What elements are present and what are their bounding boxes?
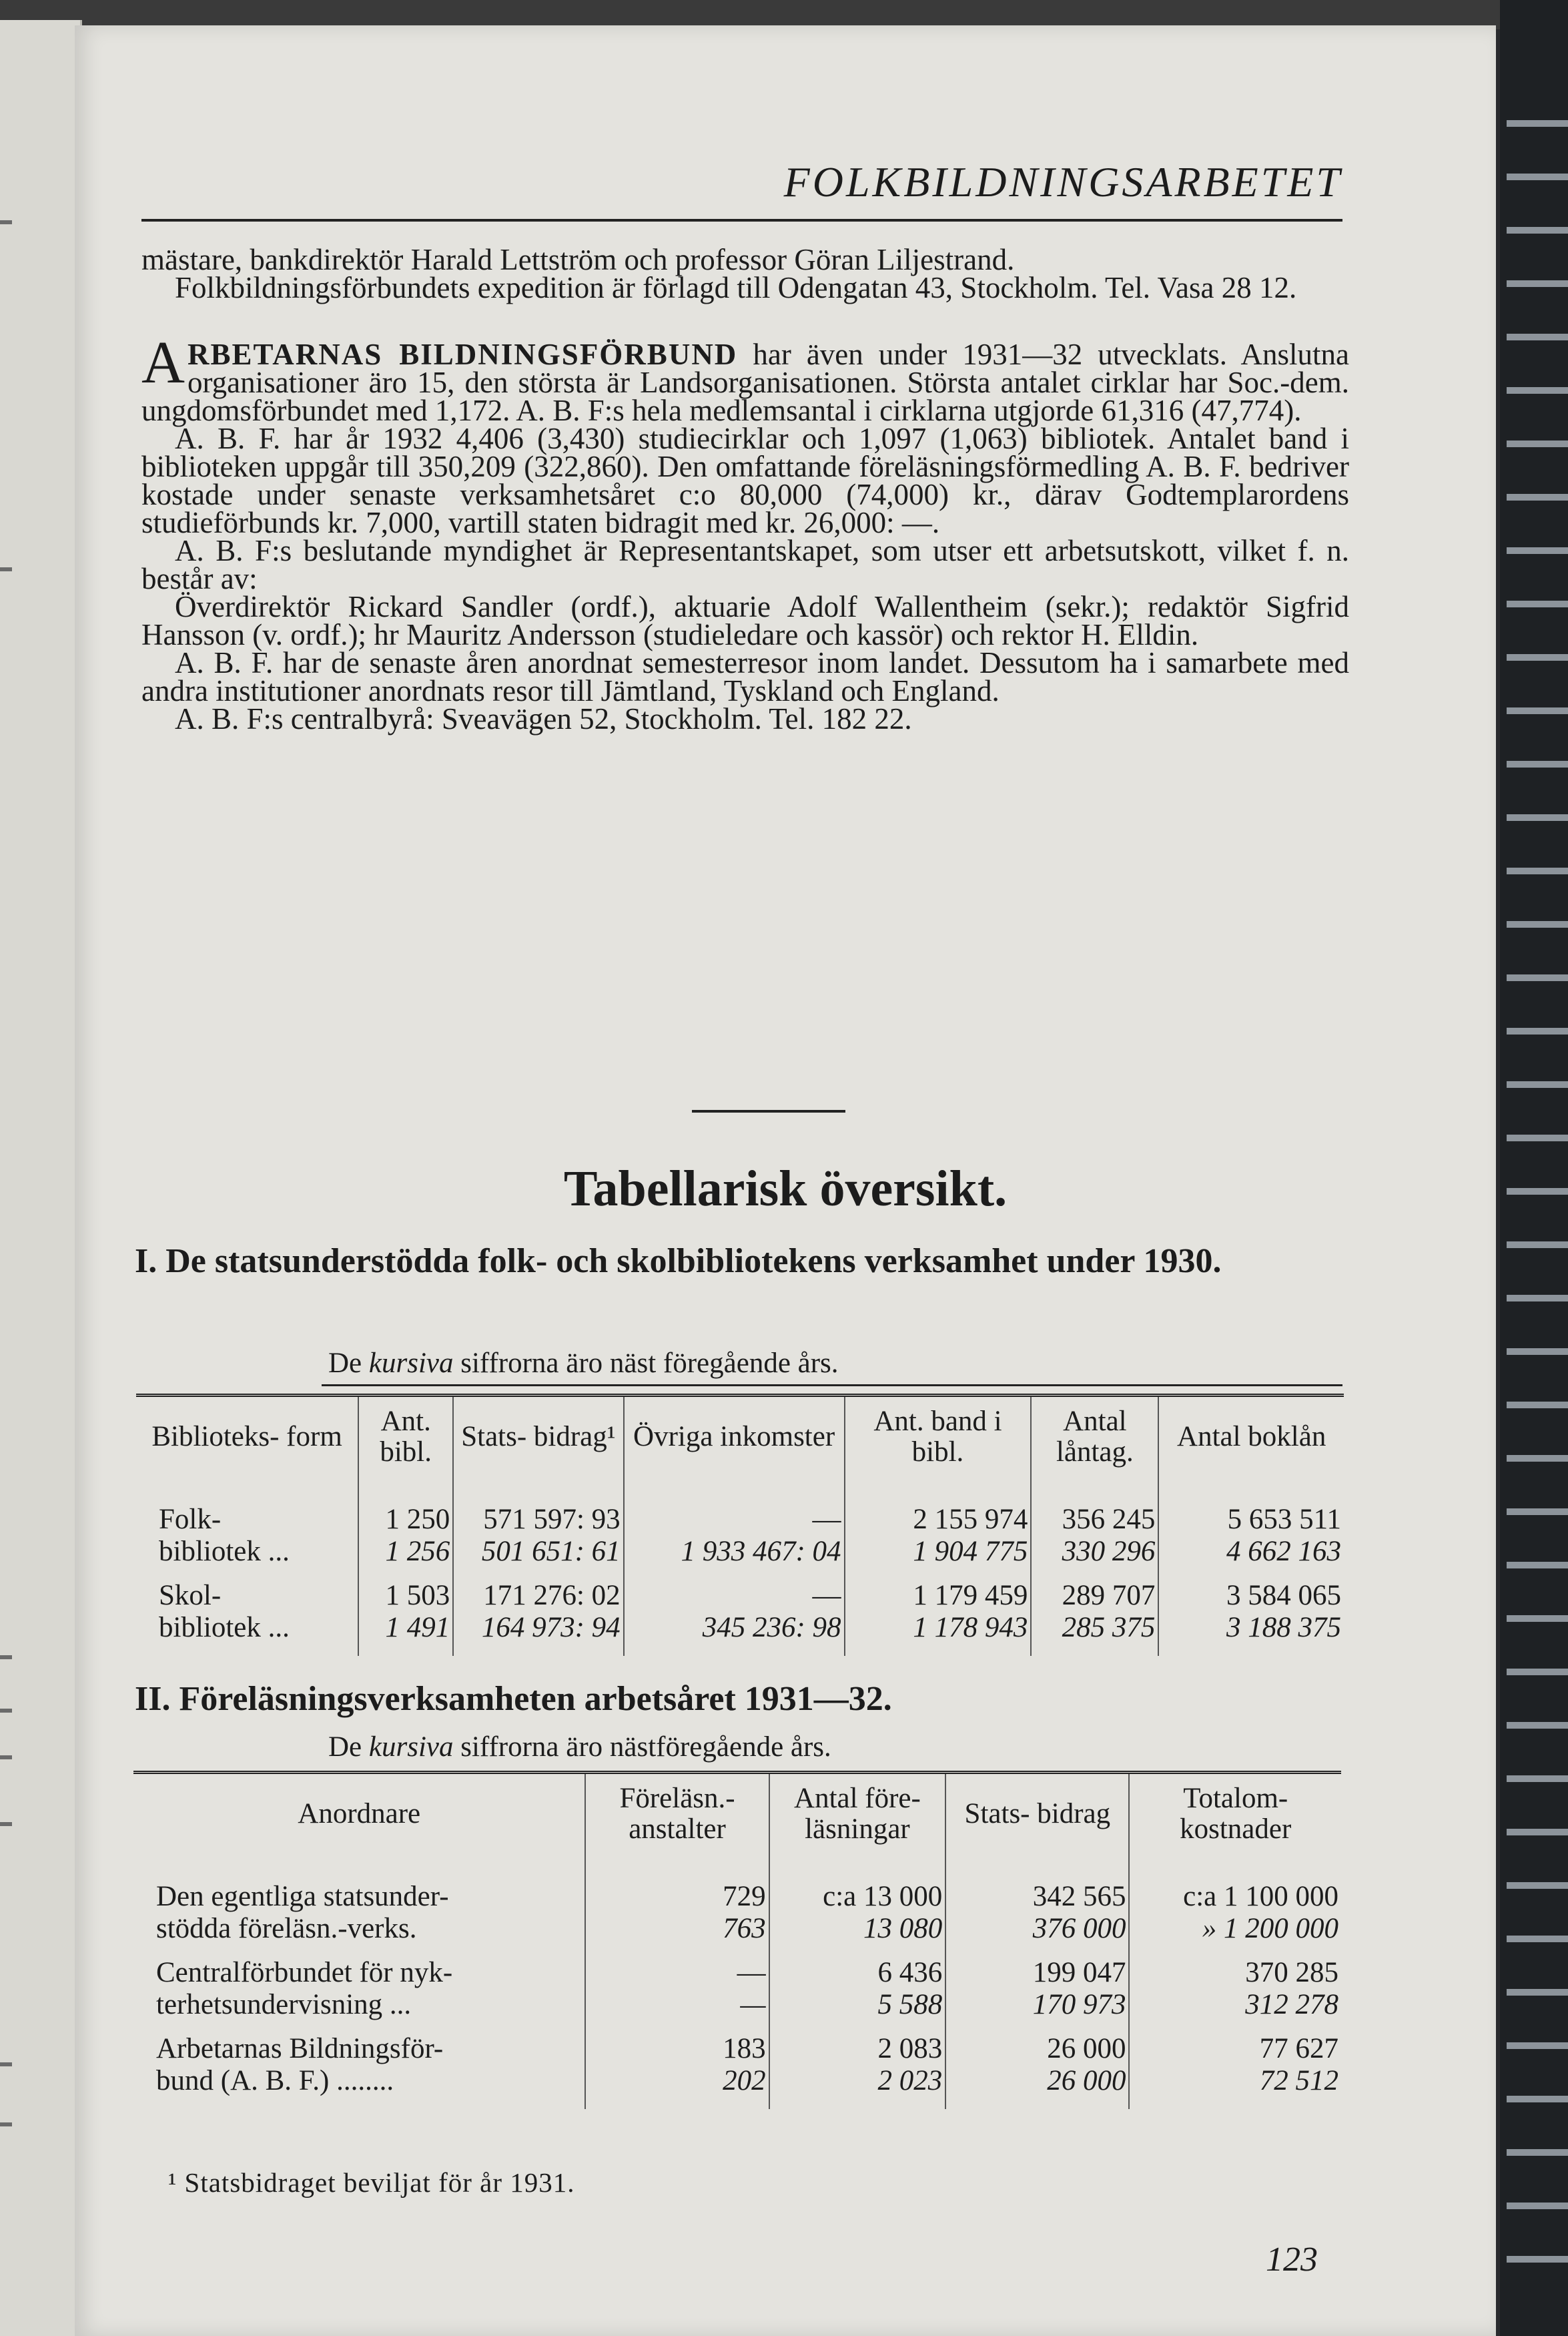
cell-current: 199 047 [1032, 1957, 1126, 1988]
cell-previous: 4 662 163 [1226, 1536, 1341, 1567]
table2-col-header: Anordnare [298, 1798, 421, 1829]
row-label-line: bund (A. B. F.) ........ [156, 2065, 394, 2096]
cell-current: 729 [723, 1881, 766, 1912]
cell-current: 342 565 [1032, 1881, 1126, 1912]
table1-col-header: Ant. band i bibl. [845, 1396, 1032, 1478]
book-page [75, 25, 1496, 2336]
running-title: FOLKBILDNINGSARBETET [783, 158, 1342, 206]
cell-previous: 330 296 [1062, 1536, 1156, 1567]
paragraph-5: A. B. F:s beslutande myndighet är Representantskapet, som utser ett arbetsutskott, vilket f. n. består av: [141, 534, 1349, 595]
cell-previous: 5 588 [877, 1989, 943, 2020]
table-cell [769, 1957, 946, 2021]
paragraph-2: Folkbildningsförbundets expedition är förlagd till Odengatan 43, Stockholm. Tel. Vasa 28 12. [175, 271, 1297, 304]
row-label [136, 1580, 358, 1644]
cell-current: c:a 13 000 [823, 1881, 943, 1912]
table-cell [1129, 1957, 1341, 2021]
cell-current: 171 276: 02 [483, 1580, 621, 1611]
cell-previous: 13 080 [863, 1913, 943, 1944]
cell-previous: 202 [723, 2065, 766, 2096]
cell-previous: 2 023 [877, 2065, 943, 2096]
paragraph-7: A. B. F. har de senaste åren anordnat semesterresor inom landet. Dessutom ha i samarbete med andra institutioner anordnats resor till Jämtland, Tyskland och England. [141, 646, 1349, 707]
cell-previous: 501 651: 61 [481, 1536, 621, 1567]
cell-current: c:a 1 100 000 [1183, 1881, 1338, 1912]
table-cell [1129, 2033, 1341, 2097]
row-label [133, 1957, 585, 2021]
cell-previous: 1 904 775 [913, 1536, 1028, 1567]
table-cell [624, 1580, 845, 1644]
cell-current: 1 503 [385, 1580, 450, 1611]
cell-current: 571 597: 93 [483, 1504, 621, 1535]
cell-current: 370 285 [1245, 1957, 1338, 1988]
table-row [133, 1957, 1341, 2021]
row-label-line: bibliotek ... [159, 1536, 290, 1567]
cell-previous: 72 512 [1259, 2065, 1338, 2096]
cell-current: — [737, 1957, 766, 1988]
paragraph-8: A. B. F:s centralbyrå: Sveavägen 52, Stockholm. Tel. 182 22. [175, 702, 912, 736]
cell-previous: 26 000 [1047, 2065, 1126, 2096]
row-label-line: Folk- [159, 1504, 222, 1535]
table2-col-header: Föreläsn.- anstalter [585, 1773, 769, 1855]
table-row [133, 2033, 1341, 2097]
table-row [136, 1580, 1344, 1644]
row-label-line: Centralförbundet för nyk- [156, 1957, 453, 1988]
cell-current: 26 000 [1047, 2033, 1126, 2064]
table-row [136, 1504, 1344, 1568]
cell-previous: 763 [723, 1913, 766, 1944]
cell-previous: 170 973 [1032, 1989, 1126, 2020]
cell-previous: 164 973: 94 [481, 1612, 621, 1643]
cell-current: 3 584 065 [1226, 1580, 1341, 1611]
table-cell [358, 1580, 453, 1644]
table-cell [845, 1580, 1032, 1644]
row-label [133, 1881, 585, 1945]
paragraph-3-lead: RBETARNAS BILDNINGSFÖRBUND [187, 338, 738, 371]
body-text [141, 243, 1350, 736]
table2-note: De kursiva siffrorna äro nästföregående års. [328, 1731, 831, 1763]
cell-current: 2 155 974 [913, 1504, 1028, 1535]
table-cell [1158, 1504, 1344, 1568]
table-cell [1031, 1580, 1158, 1644]
cell-current: 356 245 [1062, 1504, 1156, 1535]
table-cell [1158, 1580, 1344, 1644]
table2 [133, 1771, 1341, 2109]
paragraph-4: A. B. F. har år 1932 4,406 (3,430) studiecirklar och 1,097 (1,063) bibliotek. Antalet band i biblioteken uppgår till 350,209 (322,860). Den omfattande föreläsningsförmedling A. B. F. bedriver kostade under senaste verksamhetsåret c:o 80,000 (74,000) kr., därav Godtemplarordens studieförbunds kr. 7,000, vartill staten bidragit med kr. 26,000: —. [141, 422, 1349, 539]
table-row [133, 1881, 1341, 1945]
cell-current: — [812, 1580, 841, 1611]
table1-col-header: Ant. bibl. [358, 1396, 453, 1478]
table-cell [845, 1504, 1032, 1568]
cell-previous: 1 933 467: 04 [681, 1536, 841, 1567]
table-cell [769, 1881, 946, 1945]
cell-current: 77 627 [1259, 2033, 1338, 2064]
cell-previous: 1 178 943 [913, 1612, 1028, 1643]
row-label-line: bibliotek ... [159, 1612, 290, 1643]
table1-col-header: Antal låntag. [1031, 1396, 1158, 1478]
running-header [141, 159, 1342, 222]
table-cell [769, 2033, 946, 2097]
table-cell [1129, 1881, 1341, 1945]
table-cell [1031, 1504, 1158, 1568]
cell-current: 289 707 [1062, 1580, 1156, 1611]
table1-header-row [136, 1396, 1344, 1478]
section-divider [692, 1110, 845, 1113]
table-cell [585, 1957, 769, 2021]
cell-current: 5 653 511 [1227, 1504, 1341, 1535]
table1-col-header: Övriga inkomster [624, 1396, 845, 1478]
cell-current: 183 [723, 2033, 766, 2064]
row-label [133, 2033, 585, 2097]
cell-current: 1 250 [385, 1504, 450, 1535]
drop-cap: A [141, 330, 185, 396]
binding-edge [1500, 0, 1568, 2336]
cell-current: 1 179 459 [913, 1580, 1028, 1611]
table-cell [453, 1580, 623, 1644]
cell-previous: 3 188 375 [1226, 1612, 1341, 1643]
table-cell [624, 1504, 845, 1568]
cell-previous: 1 491 [385, 1612, 450, 1643]
cell-previous: 376 000 [1032, 1913, 1126, 1944]
table1-note: De kursiva siffrorna äro näst föregående års. [328, 1348, 839, 1379]
row-label-line: stödda föreläsn.-verks. [156, 1913, 417, 1944]
table-cell [585, 2033, 769, 2097]
cell-previous: 1 256 [385, 1536, 450, 1567]
footnote: ¹ Statsbidraget beviljat för år 1931. [168, 2167, 575, 2198]
cell-previous: » 1 200 000 [1202, 1913, 1338, 1944]
table2-heading: II. Föreläsningsverksamheten arbetsåret 1931—32. [135, 1680, 892, 1718]
paragraph-3 [141, 330, 1350, 427]
left-page-edge [0, 20, 82, 2336]
row-label-line: terhetsundervisning ... [156, 1989, 412, 2020]
table2-col-header: Stats- bidrag [945, 1773, 1129, 1855]
table1-col-header: Stats- bidrag¹ [453, 1396, 623, 1478]
section-title: Tabellarisk översikt. [563, 1161, 1008, 1217]
table-cell [945, 1957, 1129, 2021]
paragraph-3-text: har även under 1931—32 utvecklats. Anslutna organisationer äro 15, den största är Landsorganisationen. Största antalet cirklar har Soc.-dem. ungdomsförbundet med 1,172. A. B. F:s hela medlemsantal i cirklarna utgjorde 61,316 (47,774). [141, 338, 1350, 427]
table-cell [945, 1881, 1129, 1945]
cell-current: 2 083 [877, 2033, 943, 2064]
cell-previous: 285 375 [1062, 1612, 1156, 1643]
table-cell [453, 1504, 623, 1568]
row-label-line: Den egentliga statsunder- [156, 1881, 449, 1912]
row-label-line: Skol- [159, 1580, 222, 1611]
cell-current: 6 436 [877, 1957, 943, 1988]
table2-header-row [133, 1773, 1341, 1855]
table-cell [358, 1504, 453, 1568]
table1-col-header: Antal boklån [1158, 1396, 1344, 1478]
paragraph-6: Överdirektör Rickard Sandler (ordf.), aktuarie Adolf Wallentheim (sekr.); redaktör Sigfrid Hansson (v. ordf.); hr Mauritz Andersson (studieledare och kassör) och rektor H. Elldin. [141, 590, 1349, 651]
cell-previous: — [740, 1989, 766, 2020]
table1 [136, 1394, 1344, 1656]
table1-heading: I. De statsunderstödda folk- och skolbibliotekens verksamhet under 1930. [135, 1242, 1222, 1280]
row-label [136, 1504, 358, 1568]
page-number: 123 [1266, 2241, 1318, 2279]
row-label-line: Arbetarnas Bildningsför- [156, 2033, 444, 2064]
cell-previous: 312 278 [1245, 1989, 1338, 2020]
table-cell [945, 2033, 1129, 2097]
table2-col-header: Totalom- kostnader [1129, 1773, 1341, 1855]
table1-col-header: Biblioteks- form [151, 1421, 342, 1452]
cell-previous: 345 236: 98 [702, 1612, 841, 1643]
cell-current: — [812, 1504, 841, 1535]
table2-col-header: Antal före- läsningar [769, 1773, 946, 1855]
paragraph-1: mästare, bankdirektör Harald Lettström och professor Göran Liljestrand. [141, 243, 1015, 276]
table-cell [585, 1881, 769, 1945]
